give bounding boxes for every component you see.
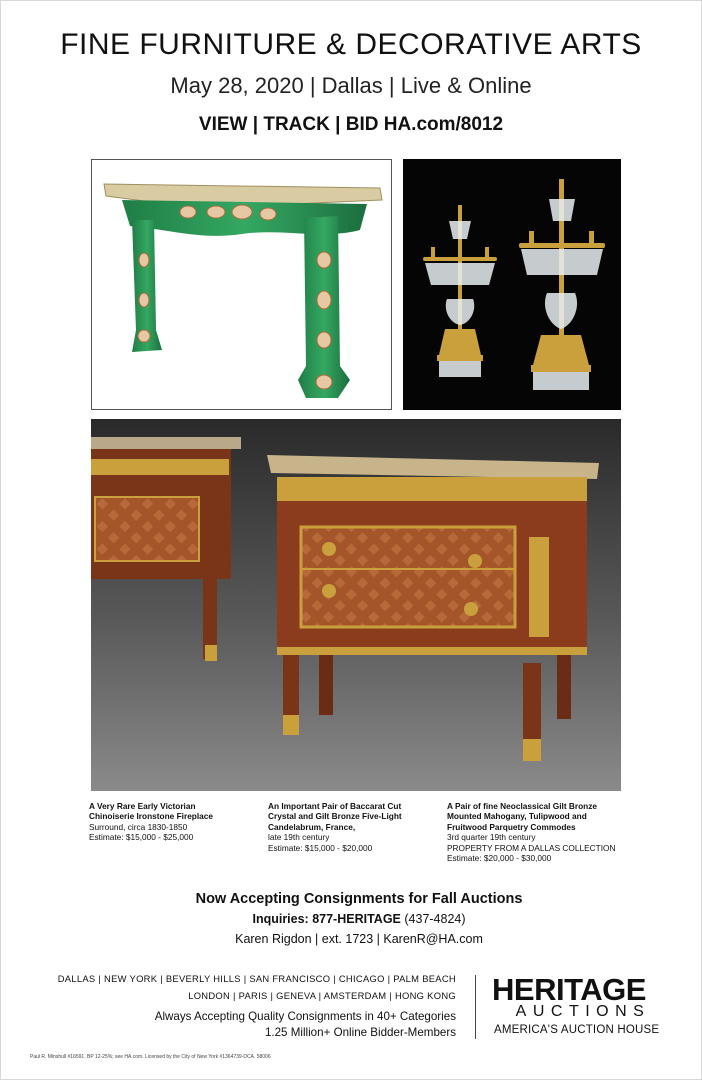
commodes-image[interactable] xyxy=(91,419,621,791)
auction-date-location: May 28, 2020 | Dallas | Live & Online xyxy=(170,73,532,98)
heritage-tagline: AMERICA'S AUCTION HOUSE xyxy=(494,1024,660,1036)
lot-date: Surround, circa 1830-1850 xyxy=(89,821,188,832)
fireplace-image[interactable] xyxy=(91,159,392,410)
view-track-bid-link[interactable]: VIEW | TRACK | BID HA.com/8012 xyxy=(198,114,504,135)
footer-divider xyxy=(475,975,476,1039)
lot-title: Fruitwood Parquetry Commodes xyxy=(447,821,576,832)
lot-title: Mounted Mahogany, Tulipwood and xyxy=(447,811,587,822)
fireplace-illustration xyxy=(92,160,391,409)
office-cities-line-1: DALLAS | NEW YORK | BEVERLY HILLS | SAN FRANCISCO | CHICAGO | PALM BEACH xyxy=(57,973,456,984)
consignments-headline: Now Accepting Consignments for Fall Auctions xyxy=(195,891,523,907)
lot-title: An Important Pair of Baccarat Cut xyxy=(268,801,402,811)
lot-title: A Very Rare Early Victorian xyxy=(89,801,196,811)
page-title: FINE FURNITURE & DECORATIVE ARTS xyxy=(60,28,642,61)
lot-estimate: Estimate: $15,000 - $25,000 xyxy=(89,832,194,843)
lot-title: Crystal and Gilt Bronze Five-Light xyxy=(268,811,402,822)
lot-caption-fireplace xyxy=(89,801,259,843)
inquiries-phone[interactable]: Inquiries: 877-HERITAGE xyxy=(252,912,401,926)
commodes-illustration xyxy=(91,419,621,791)
candelabrum-image[interactable] xyxy=(403,159,621,410)
candelabrum-illustration xyxy=(403,159,621,410)
lot-date: late 19th century xyxy=(268,832,330,843)
office-cities-line-2: LONDON | PARIS | GENEVA | AMSTERDAM | HONG KONG xyxy=(188,990,456,1001)
lot-provenance: PROPERTY FROM A DALLAS COLLECTION xyxy=(447,842,616,853)
heritage-logo: HERITAGE xyxy=(492,972,646,1007)
heritage-logo-auctions: AUCTIONS xyxy=(515,1003,651,1020)
lot-title: Chinoiserie Ironstone Fireplace xyxy=(89,811,214,822)
lot-caption-commodes xyxy=(447,801,629,863)
inquiries-line xyxy=(0,912,702,926)
lot-estimate: Estimate: $15,000 - $20,000 xyxy=(268,842,373,853)
lot-estimate: Estimate: $20,000 - $30,000 xyxy=(447,853,552,864)
bidder-members: 1.25 Million+ Online Bidder-Members xyxy=(264,1026,456,1039)
lot-title: A Pair of fine Neoclassical Gilt Bronze xyxy=(447,801,598,811)
contact-line[interactable]: Karen Rigdon | ext. 1723 | KarenR@HA.com xyxy=(235,932,483,946)
license-fine-print: Paul R. Minshull #16591. BP 12-25%; see HA.com. Licensed by the City of New York #1364739-DCA. 58006 xyxy=(30,1054,271,1060)
inquiries-phone-number: (437-4824) xyxy=(404,912,466,926)
consignment-categories: Always Accepting Quality Consignments in 40+ Categories xyxy=(154,1010,456,1023)
lot-date: 3rd quarter 19th century xyxy=(447,832,536,843)
lot-caption-candelabrum xyxy=(268,801,438,853)
lot-title: Candelabrum, France, xyxy=(268,821,356,832)
